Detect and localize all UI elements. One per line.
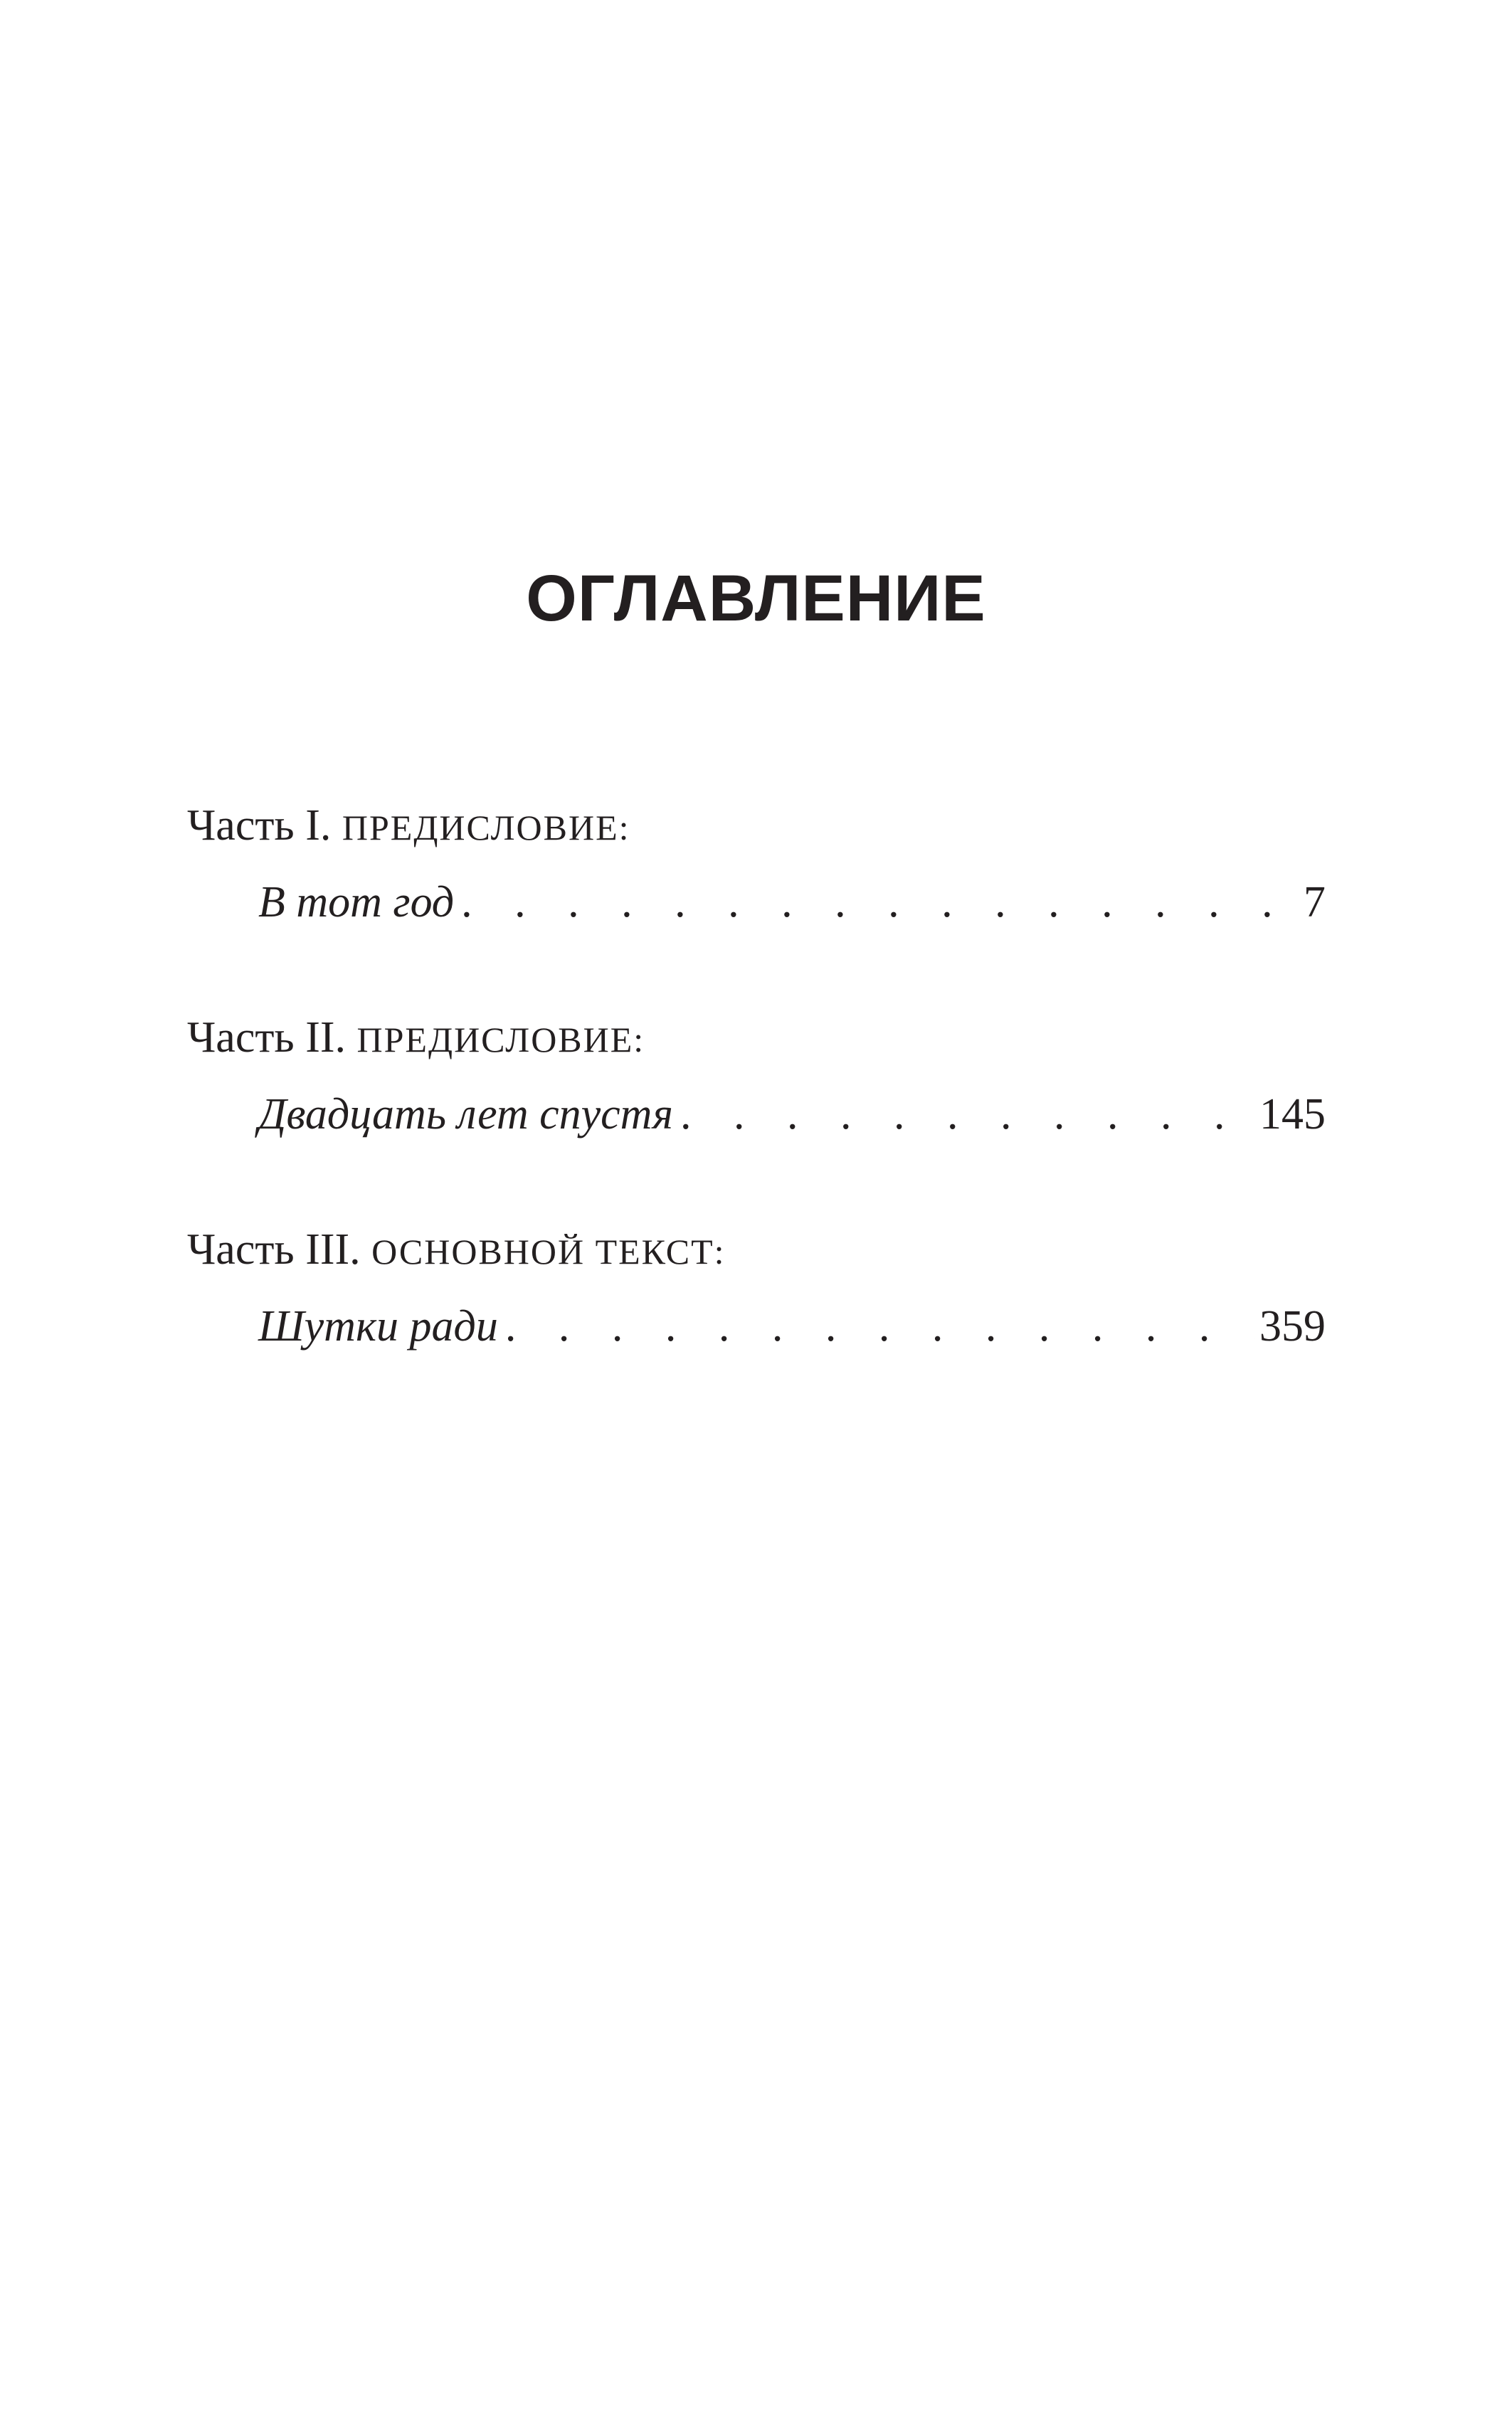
dot-leader [505, 1298, 1255, 1355]
part-number: Часть I. [187, 801, 332, 850]
part-heading [187, 1009, 1326, 1068]
toc-entry-part-2 [187, 1009, 1326, 1143]
page-title: ОГЛАВЛЕНИЕ [526, 562, 986, 635]
dot-leader [461, 874, 1299, 931]
part-kind: ОСНОВНОЙ ТЕКСТ: [371, 1232, 726, 1272]
part-heading [187, 797, 1326, 856]
part-kind: ПРЕДИСЛОВИЕ: [356, 1020, 645, 1060]
chapter-title: В тот год [258, 878, 455, 926]
toc-entry-part-1 [187, 797, 1326, 931]
chapter-line [258, 1086, 1326, 1143]
chapter-title: Двадцать лет спустя [258, 1090, 674, 1138]
part-heading [187, 1221, 1326, 1280]
page-number: 145 [1259, 1090, 1326, 1138]
table-of-contents [187, 797, 1326, 1433]
chapter-line [258, 874, 1326, 931]
chapter-line [258, 1298, 1326, 1355]
page-number: 359 [1259, 1302, 1326, 1351]
chapter-title: Шутки ради [258, 1302, 498, 1351]
part-kind: ПРЕДИСЛОВИЕ: [342, 808, 630, 847]
part-number: Часть III. [187, 1225, 361, 1274]
toc-entry-part-3 [187, 1221, 1326, 1355]
dot-leader [680, 1086, 1255, 1143]
part-number: Часть II. [187, 1013, 346, 1062]
page-number: 7 [1304, 878, 1326, 926]
